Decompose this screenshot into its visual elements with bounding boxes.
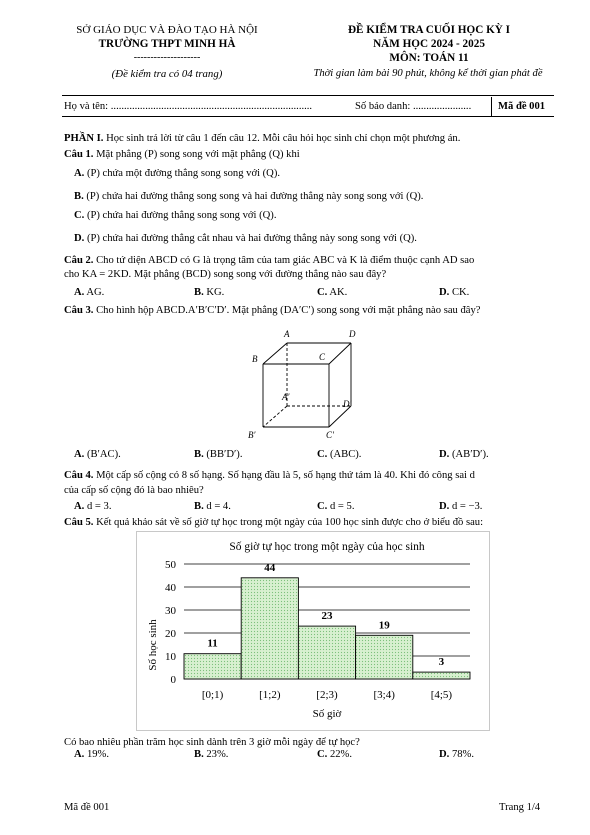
x-tick-label: [4;5) (430, 689, 453, 701)
exam-title: ĐỀ KIỂM TRA CUỐI HỌC KỲ I (347, 24, 511, 36)
bar (241, 578, 298, 679)
q1-stem: Câu 1. Mặt phẳng (P) song song với mặt phẳng (Q) khi (64, 149, 300, 160)
bar (298, 626, 355, 679)
q1-option-a[interactable]: A. (P) chứa một đường thẳng song song với (Q). (74, 168, 281, 179)
y-tick-label: 10 (165, 651, 176, 663)
bar (356, 635, 413, 679)
q3-option-d[interactable]: D. (AB′D′). (439, 449, 489, 460)
q4-option-a[interactable]: A. d = 3. (74, 501, 112, 512)
q2-option-a[interactable]: A. AG. (74, 287, 105, 298)
q1-option-c[interactable]: C. (P) chứa hai đường thẳng song song với (Q). (74, 210, 277, 221)
q3-option-b[interactable]: B. (BB′D′). (194, 449, 243, 460)
edge-c2-d2 (329, 406, 351, 427)
student-id-field: Số báo danh: ...................... (355, 101, 472, 112)
q1-option-b[interactable]: B. (P) chứa hai đường thẳng song song và hai đường thẳng này song song với (Q). (74, 191, 424, 202)
q4-option-b[interactable]: B. d = 4. (194, 501, 231, 512)
time-note: Thời gian làm bài 90 phút, không kể thời gian phát đề (313, 68, 543, 79)
pages-note: (Đề kiểm tra có 04 trang) (111, 68, 223, 80)
x-tick-label: [1;2) (259, 689, 281, 701)
bar (413, 672, 470, 679)
chart-title: Số giờ tự học trong một ngày của học sinh (229, 541, 425, 553)
q2-option-c[interactable]: C. AK. (317, 287, 348, 298)
vertex-b-prime: B′ (248, 430, 256, 440)
x-tick-label: [3;4) (373, 689, 395, 701)
header-dashes: -------------------- (133, 52, 201, 63)
q5-option-c[interactable]: C. 22%. (317, 749, 353, 760)
y-axis-label: Số học sinh (147, 619, 159, 671)
code-divider (491, 97, 492, 116)
q3-stem: Câu 3. Cho hình hộp ABCD.A′B′C′D′. Mặt phẳng (DA′C′) song song với mặt phẳng nào sau đây? (64, 305, 481, 316)
bar-value-label: 11 (207, 637, 218, 650)
top-rule (62, 95, 554, 96)
dept-name: SỞ GIÁO DỤC VÀ ĐÀO TẠO HÀ NỘI (76, 24, 258, 36)
footer-page-number: Trang 1/4 (499, 802, 541, 813)
vertex-d-prime: D′ (343, 399, 352, 409)
vertex-a-prime: A′ (282, 392, 290, 402)
edge-b-a (263, 343, 287, 364)
vertex-d: D (349, 329, 356, 339)
mid-rule (62, 116, 554, 117)
y-tick-label: 20 (165, 628, 176, 640)
y-tick-label: 40 (165, 582, 176, 594)
q5-stem: Câu 5. Kết quả khảo sát về số giờ tự học trong một ngày của 100 học sinh được cho ở biểu đồ sau: (64, 517, 484, 528)
q4-stem-line1: Câu 4. Một cấp số cộng có 8 số hạng. Số hạng đầu là 5, số hạng thứ tám là 40. Khi đó công sai d (64, 470, 475, 481)
parallelepiped-figure (240, 326, 370, 444)
bar (184, 654, 241, 679)
school-year: NĂM HỌC 2024 - 2025 (373, 38, 485, 50)
q3-option-c[interactable]: C. (ABC). (317, 449, 362, 460)
y-tick-label: 30 (165, 605, 176, 617)
q2-option-d[interactable]: D. CK. (439, 287, 470, 298)
vertex-b: B (252, 354, 258, 364)
q5-question: Có bao nhiêu phần trăm học sinh dành trên 3 giờ mỗi ngày để tự học? (64, 737, 360, 748)
q4-option-c[interactable]: C. d = 5. (317, 501, 355, 512)
q5-option-d[interactable]: D. 78%. (439, 749, 475, 760)
hidden-edge-a2-b2 (263, 406, 287, 427)
q2-stem-line2: cho KA = 2KD. Mặt phẳng (BCD) song song với đường thẳng nào sau đây? (64, 269, 387, 280)
edge-d-c (329, 343, 351, 364)
q1-option-d[interactable]: D. (P) chứa hai đường thẳng cắt nhau và hai đường thẳng này song song với (Q). (74, 233, 417, 244)
vertex-c-prime: C′ (326, 430, 334, 440)
q2-stem-line1: Câu 2. Cho tứ diện ABCD có G là trọng tâm của tam giác ABC và K là điểm thuộc cạnh AD sao (64, 255, 475, 266)
q2-option-b[interactable]: B. KG. (194, 287, 225, 298)
footer-exam-code: Mã đề 001 (64, 802, 110, 813)
q3-option-a[interactable]: A. (B′AC). (74, 449, 121, 460)
q5-option-a[interactable]: A. 19%. (74, 749, 110, 760)
bar-value-label: 3 (438, 656, 445, 669)
school-name: TRƯỜNG THPT MINH HÀ (98, 38, 236, 50)
exam-code: Mã đề 001 (498, 101, 546, 112)
x-axis-label: Số giờ (312, 708, 342, 720)
y-tick-label: 0 (170, 674, 176, 686)
subject: MÔN: TOÁN 11 (389, 52, 469, 64)
bar-value-label: 44 (264, 561, 276, 574)
vertex-c: C (319, 352, 326, 362)
part1-instruction: PHẦN I. Học sinh trả lời từ câu 1 đến câu 12. Mỗi câu hỏi học sinh chỉ chọn một phương án. (64, 133, 461, 144)
q4-option-d[interactable]: D. d = −3. (439, 501, 483, 512)
self-study-hours-chart (136, 531, 490, 731)
bar-value-label: 23 (321, 610, 333, 623)
x-tick-label: [2;3) (316, 689, 338, 701)
q5-option-b[interactable]: B. 23%. (194, 749, 229, 760)
x-tick-label: [0;1) (201, 689, 224, 701)
q4-stem-line2: của cấp số cộng đó là bao nhiêu? (64, 485, 204, 496)
y-tick-label: 50 (165, 559, 176, 571)
name-field: Họ và tên: ............................................................................ (64, 101, 313, 112)
bar-value-label: 19 (378, 619, 390, 632)
vertex-a: A (284, 329, 290, 339)
